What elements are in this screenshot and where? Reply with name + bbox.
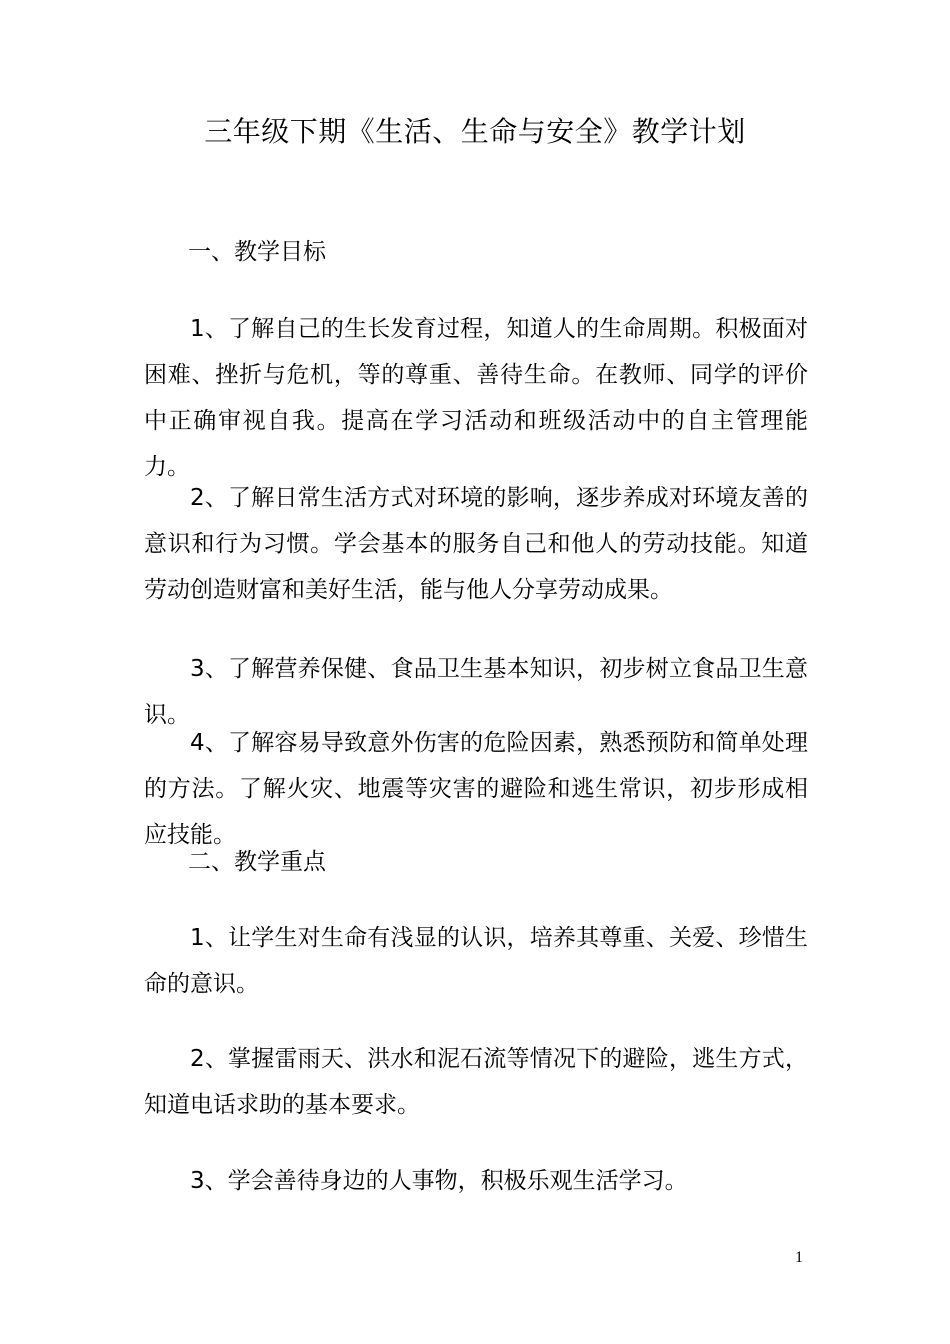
key-point-item-2: 2、掌握雷雨天、洪水和泥石流等情况下的避险，逃生方式，知道电话求助的基本要求。 <box>144 1046 808 1118</box>
key-point-item-1: 1、让学生对生命有浅显的认识，培养其尊重、关爱、珍惜生命的意识。 <box>144 925 808 997</box>
objective-item-4: 4、了解容易导致意外伤害的危险因素，熟悉预防和简单处理的方法。了解火灾、地震等灾害的避险和逃生常识，初步形成相应技能。 <box>144 730 808 848</box>
section-heading-key-points: 二、教学重点 <box>188 849 326 875</box>
section-heading-objectives: 一、教学目标 <box>188 239 326 265</box>
page-title: 三年级下期《生活、生命与安全》教学计划 <box>204 115 746 148</box>
key-point-item-3: 3、学会善待身边的人事物，积极乐观生活学习。 <box>190 1168 688 1194</box>
objective-item-1: 1、了解自己的生长发育过程，知道人的生命周期。积极面对困难、挫折与危机，等的尊重、善待生命。在教师、同学的评价中正确审视自我。提高在学习活动和班级活动中的自主管理能力。 <box>144 316 808 480</box>
objective-item-2: 2、了解日常生活方式对环境的影响，逐步养成对环境友善的意识和行为习惯。学会基本的服务自己和他人的劳动技能。知道劳动创造财富和美好生活，能与他人分享劳动成果。 <box>144 485 808 603</box>
objective-item-3: 3、了解营养保健、食品卫生基本知识，初步树立食品卫生意识。 <box>144 656 808 728</box>
page-number: 1 <box>795 1249 803 1266</box>
